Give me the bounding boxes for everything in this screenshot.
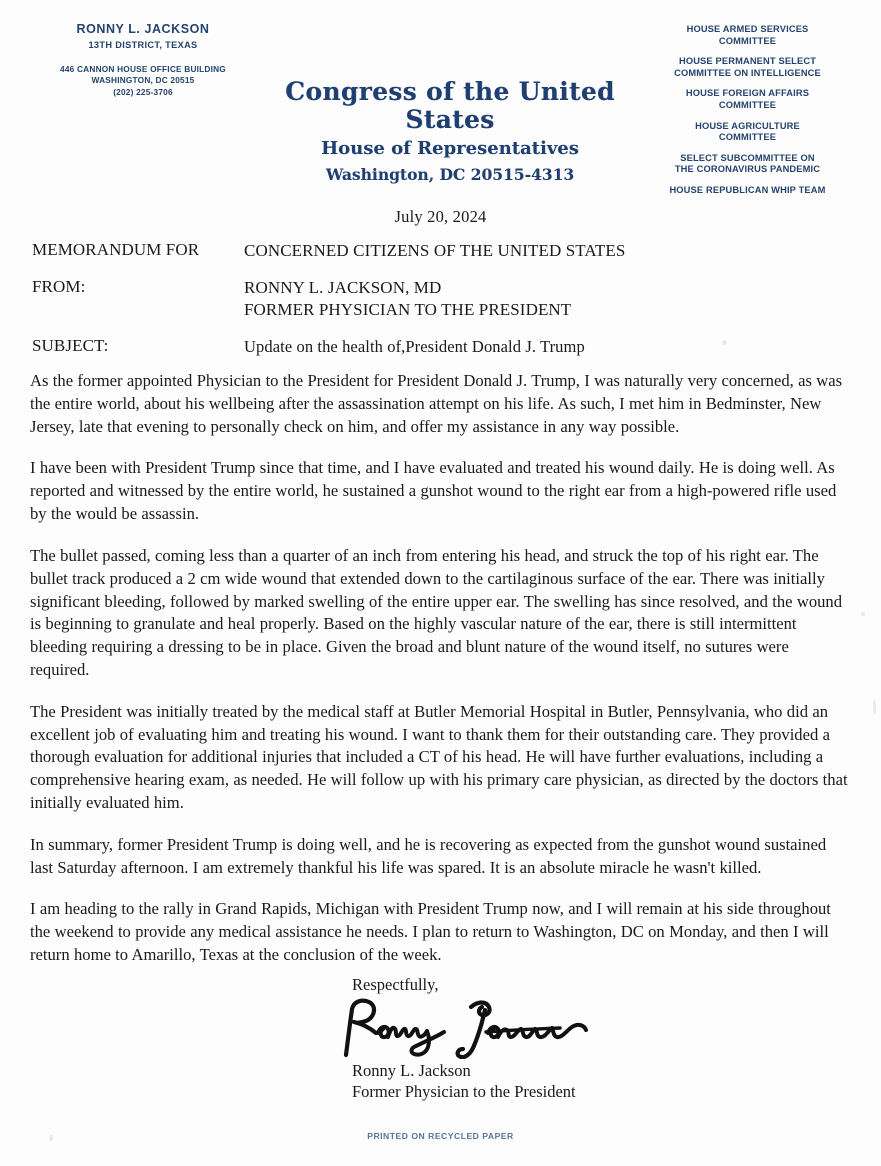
- memo-date: July 20, 2024: [394, 207, 487, 226]
- from-value: [244, 277, 571, 322]
- committee-item: HOUSE REPUBLICAN WHIP TEAM: [669, 185, 826, 196]
- member-district: 13TH DISTRICT, TEXAS: [88, 39, 198, 50]
- handwritten-signature-icon: [332, 997, 772, 1059]
- address-line-1: 446 CANNON HOUSE OFFICE BUILDING: [60, 64, 226, 75]
- page-footer: [0, 1126, 881, 1144]
- member-info-block: [18, 22, 268, 98]
- body-paragraph: In summary, former President Trump is doing well, and he is recovering as expected from the gunshot wound sustained last Saturday afternoon. I am extremely thankful his life was spared. It is an absolute miracle he wasn't killed.: [30, 834, 827, 877]
- from-value-line-2: FORMER PHYSICIAN TO THE PRESIDENT: [244, 300, 572, 320]
- closing-salutation: Respectfully,: [352, 975, 439, 994]
- letter-body: [30, 370, 850, 986]
- memo-row-from: [32, 277, 851, 322]
- masthead-congress: Congress of the United States: [285, 77, 615, 134]
- scan-speck: [873, 700, 876, 714]
- memorandum-for-label: MEMORANDUM FOR: [32, 240, 200, 259]
- memo-row-subject: [32, 336, 851, 358]
- committee-item: HOUSE ARMED SERVICES COMMITTEE: [686, 24, 809, 46]
- address-line-2: WASHINGTON, DC 20515: [91, 75, 195, 86]
- office-address: [18, 64, 268, 98]
- letterhead: [0, 0, 881, 205]
- committee-item: SELECT SUBCOMMITTEE ON THE CORONAVIRUS PANDEMIC: [674, 152, 821, 175]
- body-paragraph: The President was initially treated by the medical staff at Butler Memorial Hospital in Butler, Pennsylvania, who did an excellent job of evaluating him and treating his wound. I want to thank them for their outstanding care. They provided a thorough evaluation for additional injuries that included a CT of his head. He will have further evaluations, including a comprehensive hearing exam, as needed. He will follow up with his primary care physician, as directed by the doctors that initially evaluated him.: [30, 701, 848, 812]
- masthead-location: Washington, DC 20515-4313: [325, 164, 575, 184]
- masthead-chamber: House of Representatives: [321, 138, 579, 159]
- signer-title: Former Physician to the President: [352, 1082, 576, 1102]
- committee-list: [640, 24, 855, 197]
- memo-header-block: [32, 240, 851, 358]
- body-paragraph: I am heading to the rally in Grand Rapids, Michigan with President Trump now, and I will remain at his side throughout the weekend to provide any medical assistance he needs. I plan to return to Washington, DC on Monday, and then I will return home to Amarillo, Texas at the conclusion of the week.: [30, 899, 831, 965]
- office-phone: (202) 225-3706: [113, 86, 173, 97]
- committee-item: HOUSE AGRICULTURE COMMITTEE: [695, 120, 800, 143]
- recycled-paper-notice: PRINTED ON RECYCLED PAPER: [367, 1131, 514, 1141]
- member-name: RONNY L. JACKSON: [76, 22, 210, 36]
- subject-value: Update on the health of,President Donald J. Trump: [244, 336, 585, 356]
- committee-item: HOUSE FOREIGN AFFAIRS COMMITTEE: [685, 88, 810, 111]
- memo-row-addressee: [32, 240, 851, 263]
- committee-item: HOUSE PERMANENT SELECT COMMITTEE ON INTELLIGENCE: [674, 56, 821, 78]
- body-paragraph: I have been with President Trump since that time, and I have evaluated and treated his wound daily. He is doing well. As reported and witnessed by the entire world, he sustained a gunshot wound to the right ear from a high-powered rifle used by the would be assassin.: [30, 458, 837, 524]
- from-label: FROM:: [32, 276, 86, 296]
- signer-name: Ronny L. Jackson: [352, 1061, 471, 1080]
- scan-speck: [861, 612, 865, 616]
- from-value-line-1: RONNY L. JACKSON, MD: [244, 277, 442, 297]
- signature-block: [352, 975, 772, 1103]
- memorandum-for-value: CONCERNED CITIZENS OF THE UNITED STATES: [244, 241, 626, 260]
- masthead: [255, 78, 645, 183]
- body-paragraph: As the former appointed Physician to the President for President Donald J. Trump, I was naturally very concerned, as was the entire world, about his wellbeing after the assassination attempt on his life. As such, I met him in Bedminster, New Jersey, late that evening to personally check on him, and offer my assistance in any way possible.: [30, 371, 843, 436]
- body-paragraph: The bullet passed, coming less than a quarter of an inch from entering his head, and struck the top of his right ear. The bullet track produced a 2 cm wide wound that extended down to the cartilaginous surface of the ear. There was initially significant bleeding, followed by marked swelling of the entire upper ear. The swelling has since resolved, and the wound is beginning to granulate and heal properly. Based on the highly vascular nature of the ear, there is still intermittent bleeding requiring a dressing to be in place. Given the broad and blunt nature of the wound itself, no sutures were required.: [30, 545, 843, 679]
- subject-label: SUBJECT:: [32, 335, 109, 355]
